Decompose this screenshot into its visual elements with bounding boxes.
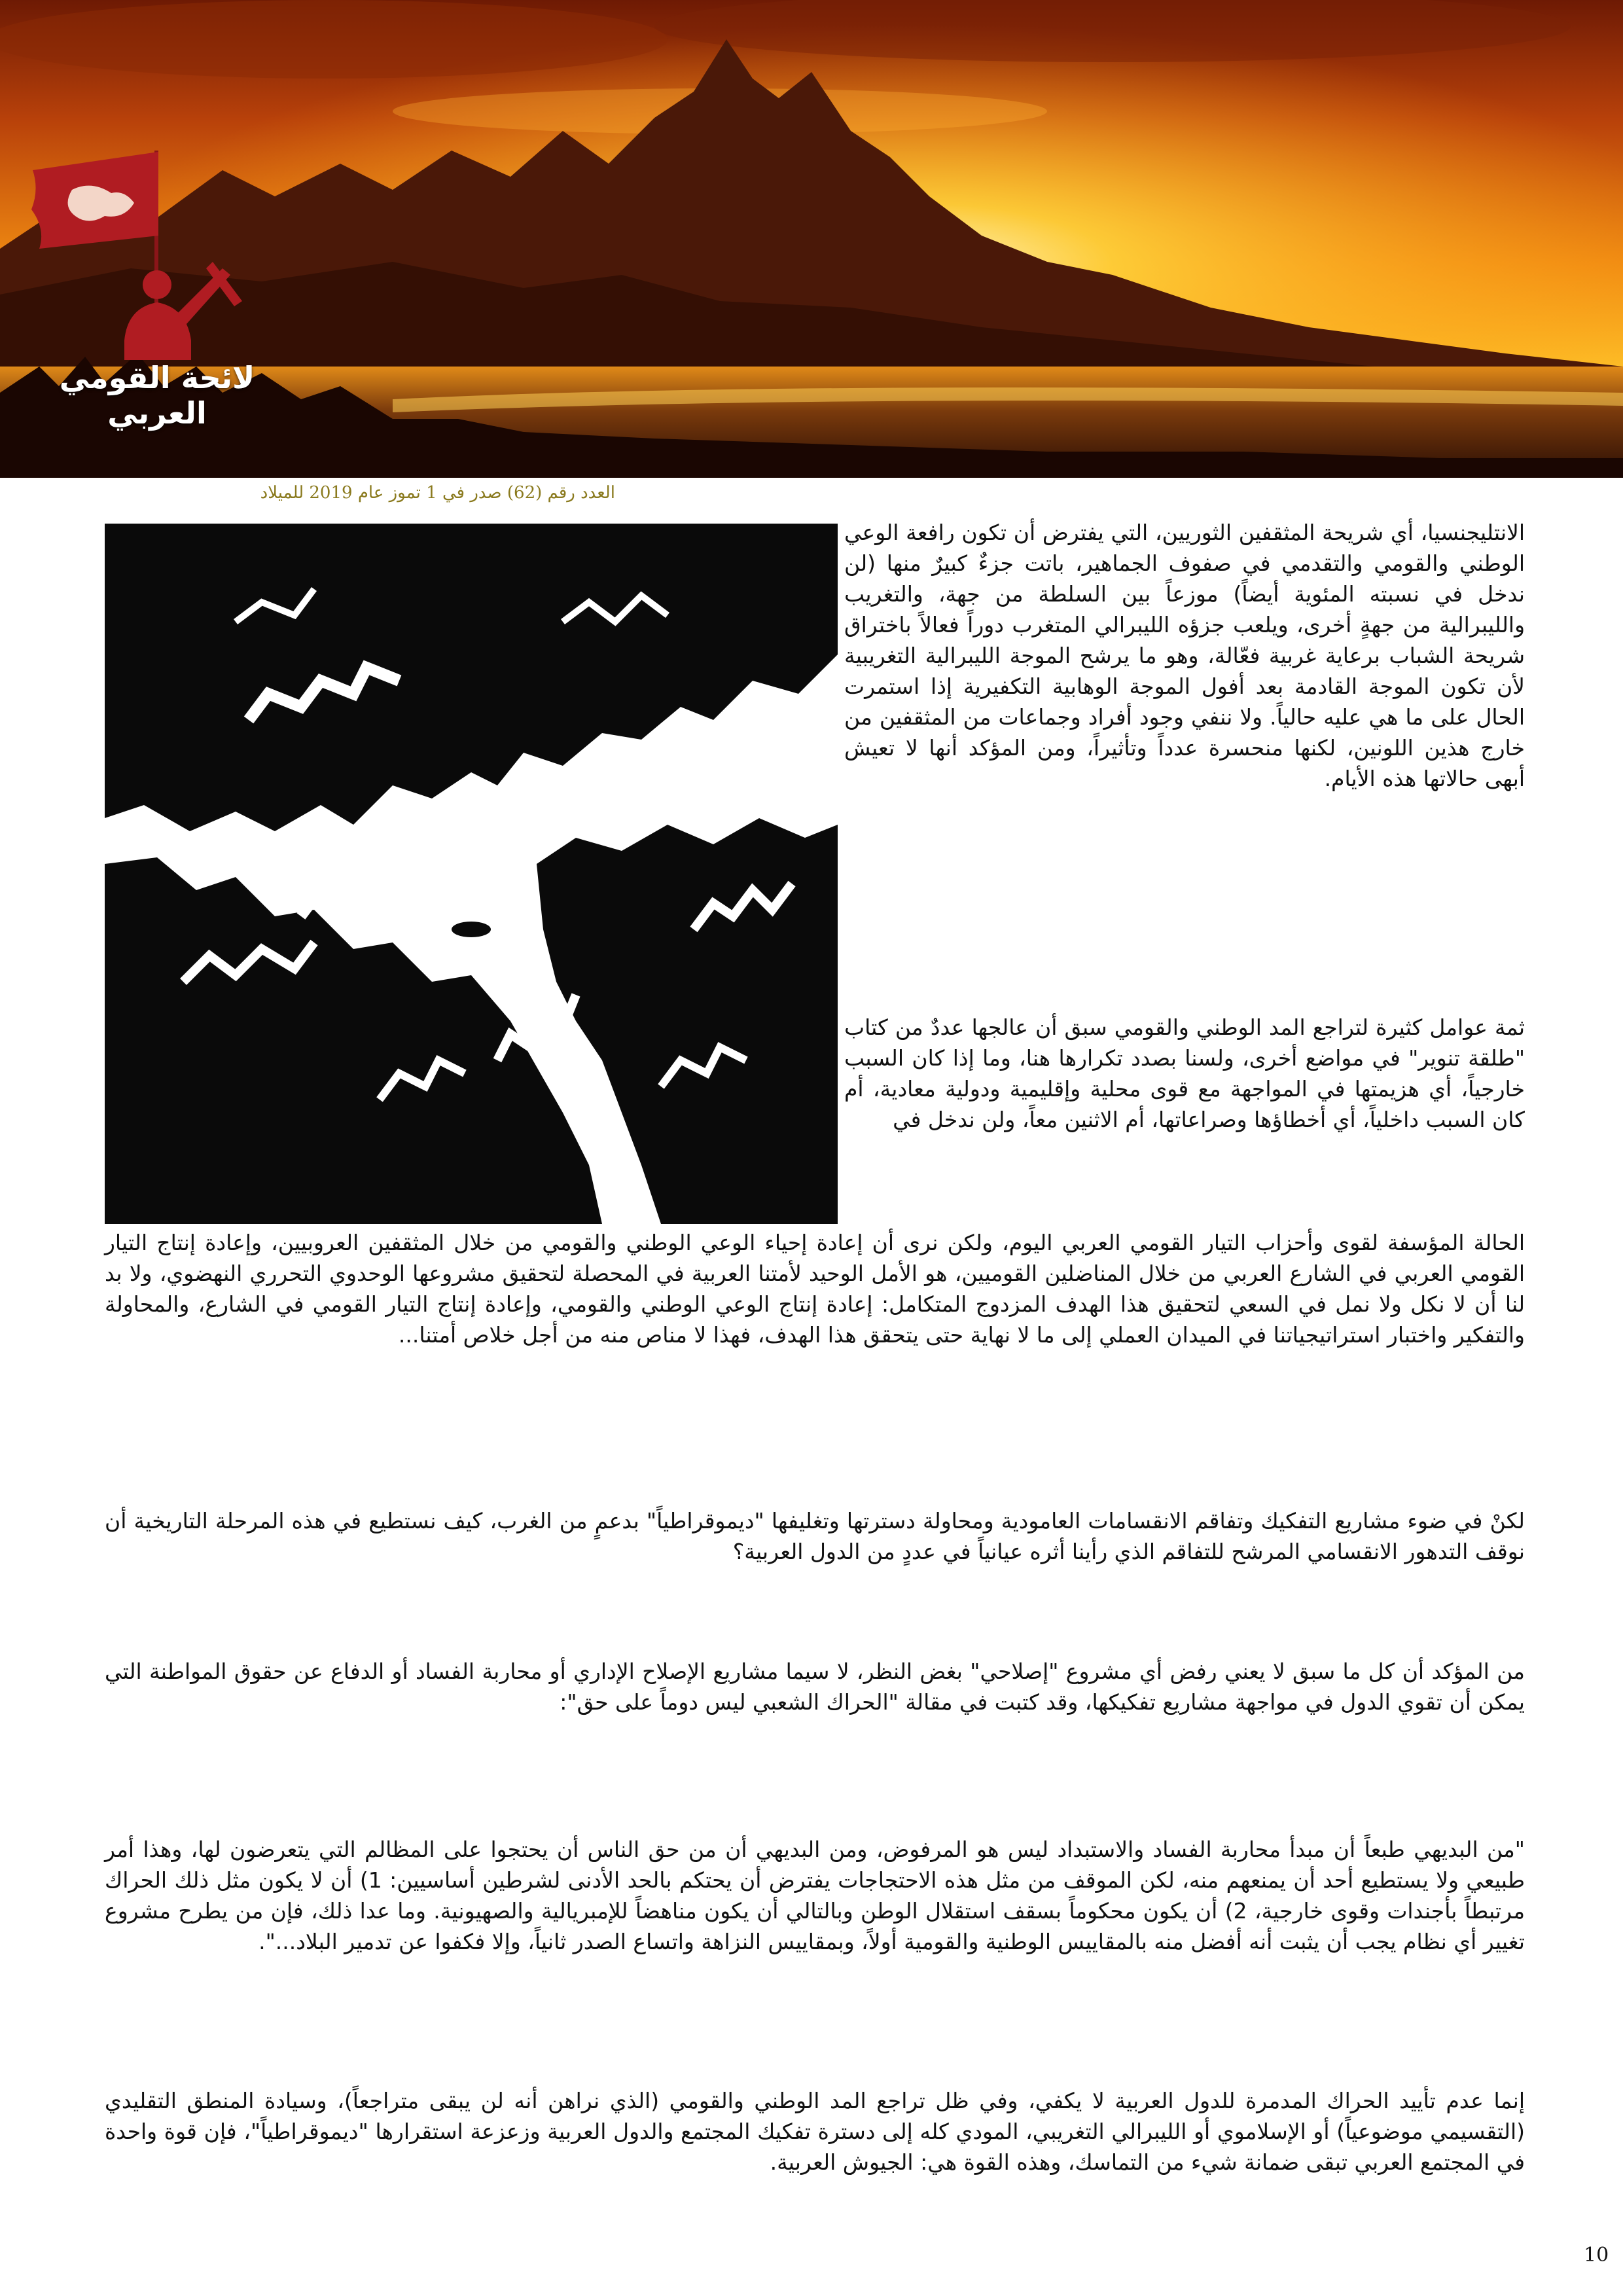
page-number: 10 bbox=[1584, 2244, 1609, 2267]
article-paragraph-4: من المؤكد أن كل ما سبق لا يعني رفض أي مشروع "إصلاحي" بغض النظر، لا سيما مشاريع الإصلاح الإداري أو محاربة الفساد أو الدفاع عن حقوق المواطنة التي يمكن أن تقوي الدول في مواجهة مشاريع تفكيكها، وقد كتبت في مقالة "الحراك الشعبي ليس دوماً على حق": bbox=[105, 1659, 1525, 1715]
article-paragraph-2-bottom: الحالة المؤسفة لقوى وأحزاب التيار القومي العربي اليوم، ولكن نرى أن إعادة إحياء الوعي الوطني والقومي من خلال المثقفين العروبيين، وإعادة إنتاج التيار القومي العربي في الشارع العربي من خلال المناضلين القوميين، هو الأمل الوحيد لأمتنا العربية في المحصلة لتحقيق مشروعها الوحدوي التحرري النهضوي، ولا بد لنا أن لا نكل ولا نمل في السعي لتحقيق هذا الهدف المزدوج المتكامل: إعادة إنتاج الوعي الوطني والقومي، وإعادة إنتاج التيار القومي في الشارع، والمحاولة والتفكير واختبار استراتيجياتنا في الميدان العملي إلى ما لا نهاية حتى يتحقق هذا الهدف، فهذا لا مناص منه من أجل خلاص أمتنا... bbox=[105, 1230, 1525, 1348]
article-paragraph-2-top: ثمة عوامل كثيرة لتراجع المد الوطني والقومي سبق أن عالجها عددٌ من كتاب "طلقة تنوير" في مواضع أخرى، ولسنا بصدد تكرارها هنا، وما إذا كان السبب خارجياً، أي هزيمتها في المواجهة مع قوى محلية وإقليمية ودولية معادية، أم كان السبب داخلياً، أي أخطاؤها وصراعاتها، أم الاثنين معاً، ولن ندخل في bbox=[844, 1014, 1525, 1132]
issue-line: العدد رقم (62) صدر في 1 تموز عام 2019 للميلاد bbox=[260, 483, 615, 503]
article-paragraph-3: لكنْ في ضوء مشاريع التفكيك وتفاقم الانقسامات العامودية ومحاولة دسترتها وتغليفها "ديموقراطياً" بدعمٍ من الغرب، كيف نستطيع في هذه المرحلة التاريخية أن نوقف التدهور الانقسامي المرشح للتفاقم الذي رأينا أثره عيانياً في عددٍ من الدول العربية؟ bbox=[105, 1508, 1525, 1564]
article-paragraph-1: الانتليجنسيا، أي شريحة المثقفين الثوريين، التي يفترض أن تكون رافعة الوعي الوطني والقومي والتقدمي في صفوف الجماهير، باتت جزءٌ كبيرٌ منها (لن ندخل في نسبته المئوية أيضاً) موزعاً بين السلطة من جهة، والتغريب والليبرالية من جهةٍ أخرى، ويلعب جزؤه الليبرالي المتغرب دوراً فعالاً باختراق شريحة الشباب برعاية غربية فعّالة، وهو ما يرشح الموجة الليبرالية التغريبية لأن تكون الموجة القادمة بعد أفول الموجة الوهابية التكفيرية إذا استمرت الحال على ما هي عليه حالياً. ولا ننفي وجود أفراد وجماعات من المثقفين من خارج هذين اللونين، لكنها منحسرة عدداً وتأثيراً، ومن المؤكد أنها لا تعيش أبهى حالاتها هذه الأيام. bbox=[844, 520, 1525, 791]
article-paragraph-6: إنما عدم تأييد الحراك المدمرة للدول العربية لا يكفي، وفي ظل تراجع المد الوطني والقومي (الذي نراهن أنه لن يبقى متراجعاً)، وسيادة المنطق التقليدي (التقسيمي موضوعياً) أو الإسلاموي أو الليبرالي التغريبي، المودي كله إلى دسترة تفكيك المجتمع والدول العربية وزعزعة استقرارها "ديموقراطياً"، فإن قوة واحدة في المجتمع العربي تبقى ضمانة شيء من التماسك، وهذه القوة هي: الجيوش العربية. bbox=[105, 2088, 1525, 2175]
header-banner bbox=[0, 0, 1623, 478]
fragmented-map-image bbox=[105, 524, 838, 1224]
article-quote-paragraph: "من البديهي طبعاً أن مبدأ محاربة الفساد والاستبداد ليس هو المرفوض، ومن البديهي أن من حق الناس أن يحتجوا على المظالم التي يتعرضون لها، وهذا أمر طبيعي ولا يستطيع أحد أن يمنعهم منه، لكن الموقف من مثل هذه الاحتجاجات يفترض أن يحتكم بالحد الأدنى لشرطين أساسيين: 1) أن لا يكون مثل ذلك الحراك مرتبطاً بأجندات وقوى خارجية، 2) أن يكون محكوماً بسقف استقلال الوطن وبالتالي أن يكون مناهضاً للإمبريالية والصهيونية. وما عدا ذلك، فإن من يطرح مشروع تغيير أي نظام يجب أن يثبت أنه أفضل منه بالمقاييس الوطنية والقومية أولاً، وبمقاييس النزاهة واتساع الصدر ثانياً، وإلا فكفوا عن تدمير البلاد...". bbox=[105, 1837, 1525, 1954]
logo-title: لائحة القومي العربي bbox=[59, 360, 255, 431]
